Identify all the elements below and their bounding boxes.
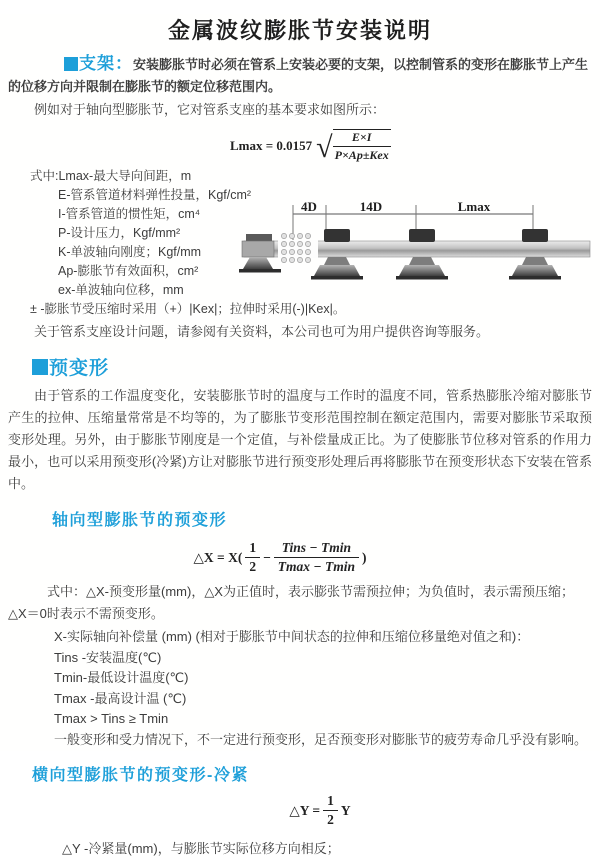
axial-definition-line: Tmax > Tins ≥ Tmin bbox=[54, 711, 169, 726]
temperature-fraction bbox=[274, 540, 359, 575]
lmax-formula-fraction bbox=[333, 129, 391, 163]
lateral-formula-explanation: △Y -冷紧量(mm)，与膨胀节实际位移方向相反； bbox=[62, 841, 340, 856]
bellows-icon bbox=[278, 233, 318, 262]
support-example-line: 例如对于轴向型膨胀节，它对管系支座的基本要求如图所示： bbox=[34, 102, 386, 117]
lmax-formula-lhs: Lmax = 0.0157 bbox=[230, 138, 313, 153]
dim-label-4d: 4D bbox=[301, 199, 317, 214]
fraction-numerator: 1 bbox=[245, 540, 260, 558]
axial-definition-line: Tmin-最低设计温度(℃) bbox=[54, 670, 189, 685]
fraction-denominator: 2 bbox=[249, 559, 257, 574]
axial-formula-lhs: △X = X( bbox=[193, 549, 243, 565]
page-title: 金属波纹膨胀节安装说明 bbox=[167, 18, 432, 43]
radical-sign: √ bbox=[316, 131, 333, 164]
support-intro-text: 安装膨胀节时必须在管系上安装必要的支架，以控制管系的变形在膨胀节上产生的位移方向并限制在膨胀节的额定位移范围内。 bbox=[8, 57, 589, 94]
axial-predeform-formula bbox=[0, 540, 560, 575]
definition-line: E-管系管道材料弹性投量，Kgf/cm² bbox=[58, 188, 252, 202]
definitions-and-diagram bbox=[0, 167, 600, 319]
predeform-section-heading bbox=[32, 353, 600, 380]
section-bullet-icon bbox=[64, 57, 78, 71]
dim-label-14d: 14D bbox=[359, 199, 383, 214]
lmax-formula-numerator: E×I bbox=[333, 130, 391, 147]
definition-line: P-设计压力，Kgf/mm² bbox=[58, 226, 181, 240]
support-note-line: 关于管系支座设计问题，请参阅有关资料，本公司也可为用户提供咨询等服务。 bbox=[34, 324, 490, 339]
one-half-fraction bbox=[323, 793, 338, 828]
definition-line: 式中:Lmax-最大导向间距，m bbox=[30, 169, 192, 183]
pipe-support-diagram bbox=[236, 199, 598, 295]
minus-operator: − bbox=[263, 549, 271, 565]
lmax-formula-denominator: P×Ap±Kex bbox=[334, 148, 389, 162]
document-page bbox=[0, 14, 600, 856]
lmax-formula bbox=[230, 129, 600, 163]
axial-definition-line: Tmax -最高设计温 (℃) bbox=[54, 690, 187, 706]
section-bullet-icon bbox=[32, 359, 48, 375]
lateral-formula-rhs: Y bbox=[340, 802, 351, 818]
definition-line: K-单波轴向刚度；Kgf/mm bbox=[58, 245, 202, 259]
support-section-label: 支架： bbox=[79, 54, 133, 73]
axial-definition-lines bbox=[0, 627, 600, 750]
support-section-paragraph bbox=[8, 53, 592, 98]
lateral-predeform-formula bbox=[40, 793, 600, 828]
definition-line: Ap-膨胀节有效面积，cm² bbox=[58, 264, 199, 278]
definition-line: ex-单波轴向位移，mm bbox=[58, 283, 184, 297]
predeform-section-label: 预变形 bbox=[49, 358, 110, 379]
lateral-formula-lhs: △Y = bbox=[289, 802, 321, 818]
fraction-denominator: 2 bbox=[327, 812, 334, 827]
fraction-numerator: Tins − Tmin bbox=[274, 540, 359, 558]
fraction-denominator: Tmax − Tmin bbox=[277, 559, 355, 574]
definition-line: ± -膨胀节受压缩时采用（+）|Kex|；拉伸时采用(-)|Kex|。 bbox=[30, 302, 346, 316]
definition-line: I-管系管道的惯性矩，cm⁴ bbox=[58, 207, 201, 221]
predeform-paragraph: 由于管系的工作温度变化，安装膨胀节时的温度与工作时的温度不同，管系热膨胀冷缩对膨胀节产生的拉伸、压缩量常常是不均等的，为了膨胀节变形范围控制在额定范围内，需要对膨胀节采取预变形处理。另外，由于膨胀节刚度是一个定值，与补偿量成正比。为了使膨胀节位移对管系的作用力最小，也可以采用预变形(冷紧)方让对膨胀节进行预变形处理后再将膨胀节在预变形状态下安装在管系中。 bbox=[8, 388, 592, 491]
lateral-subsection-heading: 横向型膨胀节的预变形-冷紧 bbox=[32, 767, 249, 784]
one-half-fraction bbox=[245, 540, 260, 575]
axial-definition-line: Tins -安装温度(℃) bbox=[54, 649, 162, 665]
closing-paren: ) bbox=[361, 549, 367, 565]
axial-definition-line: X-实际轴向补偿量 (mm) (相对于膨胀节中间状态的拉伸和压缩位移量绝对值之和)： bbox=[54, 629, 530, 644]
axial-remark-line: 一般变形和受力情况下，不一定进行预变形，足否预变形对膨胀节的疲劳寿命几乎没有影响。 bbox=[54, 731, 588, 747]
fraction-numerator: 1 bbox=[323, 793, 338, 811]
axial-subsection-heading: 轴向型膨胀节的预变形 bbox=[52, 512, 228, 529]
axial-formula-explanation: 式中：△X-预变形量(mm)，△X为正值时，表示膨张节需预拉伸；为负值时，表示需预压缩；△X＝0时表示不需预变形。 bbox=[8, 584, 574, 621]
dim-label-lmax: Lmax bbox=[457, 199, 491, 214]
